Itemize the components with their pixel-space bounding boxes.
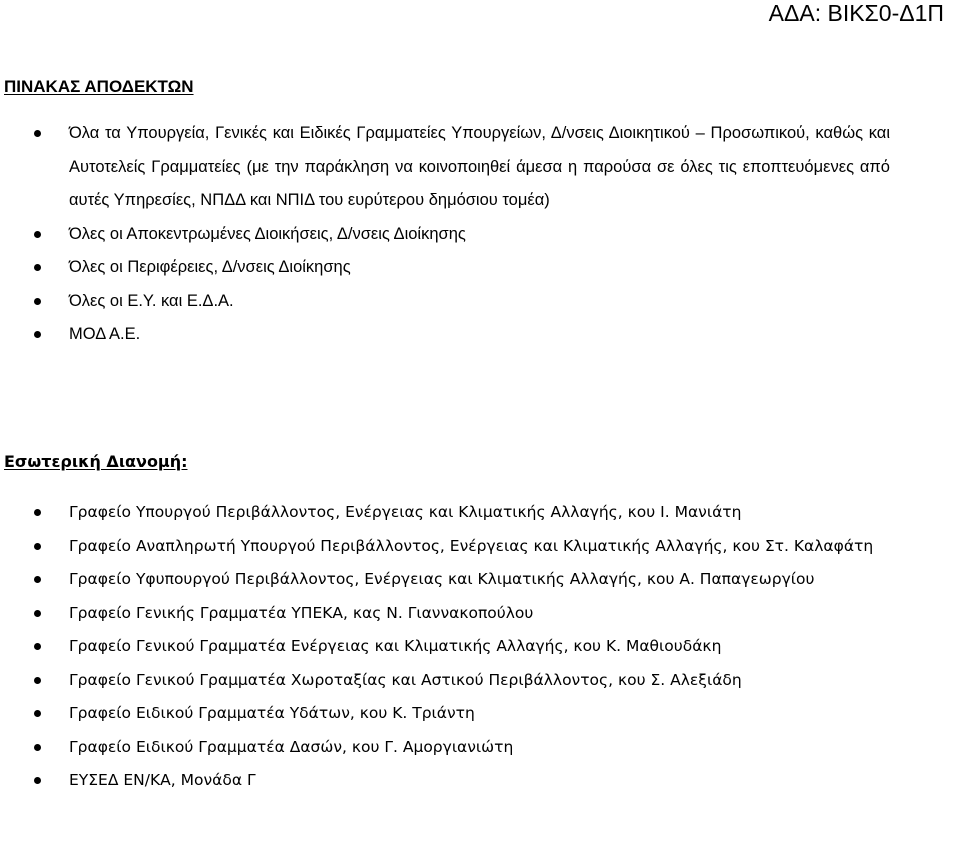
bullet-icon xyxy=(34,231,41,238)
recipient-item xyxy=(0,251,960,285)
internal-item-text: Γραφείο Γενικής Γραμματέα ΥΠΕΚΑ, κας Ν. Γιαννακοπούλου xyxy=(69,603,534,622)
recipient-item-text: Όλες οι Αποκεντρωμένες Διοικήσεις, Δ/νσεις Διοίκησης xyxy=(69,224,466,243)
internal-distribution-list xyxy=(0,496,960,798)
internal-item-text: Γραφείο Ειδικού Γραμματέα Δασών, κου Γ. Αμοργιανιώτη xyxy=(69,737,514,756)
bullet-icon xyxy=(34,130,41,137)
recipient-item xyxy=(0,117,960,218)
recipient-item-text: Όλες οι Ε.Υ. και Ε.Δ.Α. xyxy=(69,291,234,310)
internal-item xyxy=(0,664,960,698)
bullet-icon xyxy=(34,643,41,650)
bullet-icon xyxy=(34,331,41,338)
recipient-item-text: ΜΟΔ Α.Ε. xyxy=(69,325,141,343)
internal-item-text: Γραφείο Υφυπουργού Περιβάλλοντος, Ενέργειας και Κλιματικής Αλλαγής, κου Α. Παπαγεωργίου xyxy=(69,570,815,588)
bullet-icon xyxy=(34,610,41,617)
recipients-list xyxy=(0,117,960,352)
internal-item xyxy=(0,563,960,597)
ada-code: ΑΔΑ: ΒΙΚΣ0-Δ1Π xyxy=(768,0,944,26)
bullet-icon xyxy=(34,509,41,516)
bullet-icon xyxy=(34,777,41,784)
internal-item-text: Γραφείο Ειδικού Γραμματέα Υδάτων, κου Κ. Τριάντη xyxy=(69,704,475,722)
internal-item xyxy=(0,530,960,564)
internal-item xyxy=(0,597,960,631)
internal-item-text: Γραφείο Αναπληρωτή Υπουργού Περιβάλλοντος, Ενέργειας και Κλιματικής Αλλαγής, κου Στ. Καλαφάτη xyxy=(69,536,874,555)
bullet-icon xyxy=(34,677,41,684)
recipient-item xyxy=(0,285,960,319)
recipient-item-text: Όλα τα Υπουργεία, Γενικές και Ειδικές Γραμματείες Υπουργείων, Δ/νσεις Διοικητικού – Προσωπικού, καθώς και Αυτοτελείς Γραμματείες (με την παράκληση να κοινοποιηθεί άμεσα η παρούσα σε όλες τις εποπτευόμενες από αυτές Υπηρεσίες, ΝΠΔΔ και ΝΠΙΔ του ευρύτερου δημόσιου τομέα) xyxy=(69,124,890,209)
internal-item xyxy=(0,731,960,765)
bullet-icon xyxy=(34,298,41,305)
internal-item-text: Γραφείο Υπουργού Περιβάλλοντος, Ενέργειας και Κλιματικής Αλλαγής, κου Ι. Μανιάτη xyxy=(69,503,742,521)
internal-item xyxy=(0,764,960,798)
recipient-item-text: Όλες οι Περιφέρειες, Δ/νσεις Διοίκησης xyxy=(69,258,351,276)
recipient-item xyxy=(0,218,960,252)
internal-item-text: Γραφείο Γενικού Γραμματέα Χωροταξίας και Αστικού Περιβάλλοντος, κου Σ. Αλεξιάδη xyxy=(69,670,742,689)
bullet-icon xyxy=(34,576,41,583)
internal-item-text: Γραφείο Γενικού Γραμματέα Ενέργειας και Κλιματικής Αλλαγής, κου Κ. Μαθιουδάκη xyxy=(69,637,722,655)
bullet-icon xyxy=(34,264,41,271)
bullet-icon xyxy=(34,710,41,717)
internal-item xyxy=(0,697,960,731)
recipient-item xyxy=(0,318,960,352)
internal-item-text: ΕΥΣΕΔ ΕΝ/ΚΑ, Μονάδα Γ xyxy=(69,771,256,789)
internal-item xyxy=(0,630,960,664)
bullet-icon xyxy=(34,543,41,550)
internal-item xyxy=(0,496,960,530)
internal-distribution-heading: Εσωτερική Διανομή: xyxy=(4,452,188,471)
bullet-icon xyxy=(34,744,41,751)
recipients-heading: ΠΙΝΑΚΑΣ ΑΠΟΔΕΚΤΩΝ xyxy=(4,77,194,96)
